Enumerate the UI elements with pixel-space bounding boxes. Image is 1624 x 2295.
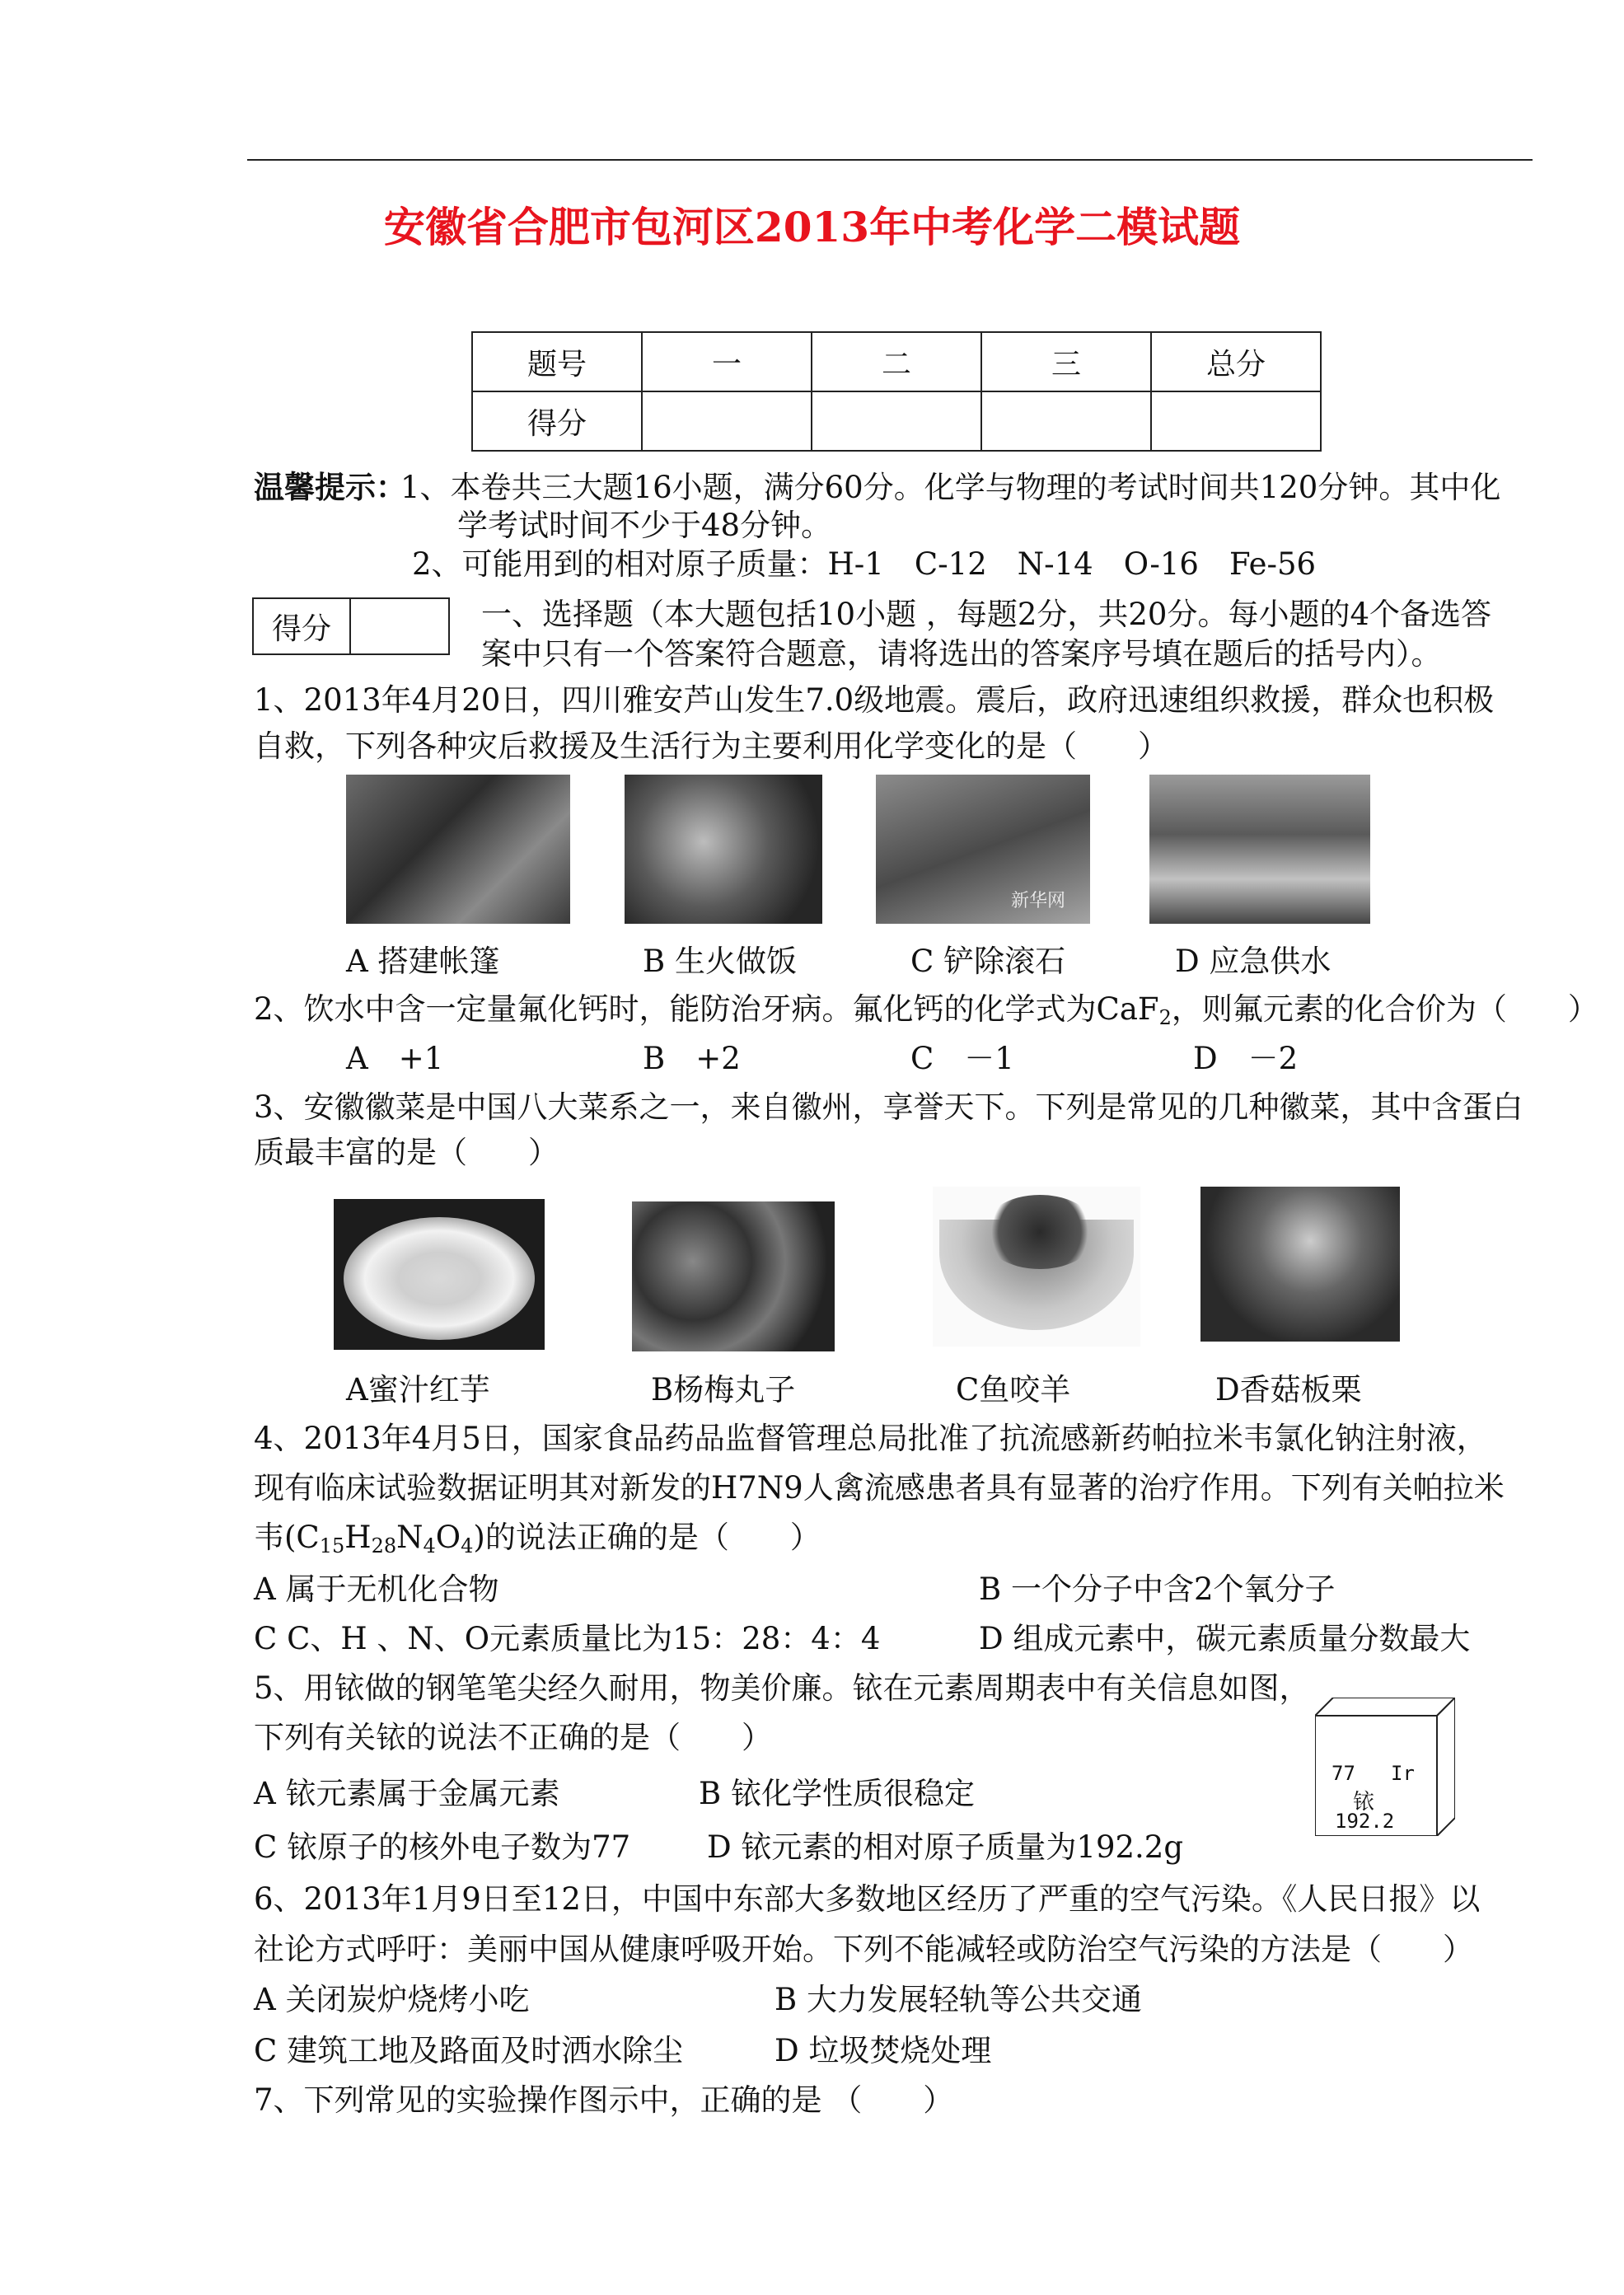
q5-option-a: A 铱元素属于金属元素 — [254, 1776, 560, 1811]
q5-option-c: C 铱原子的核外电子数为77 — [254, 1829, 631, 1865]
q6-option-b: B 大力发展轻轨等公共交通 — [775, 1982, 1142, 2017]
q1-photo-cooking — [625, 775, 822, 924]
score-table-score-row — [472, 391, 1321, 451]
q3-line-2: 质最丰富的是（ ） — [254, 1135, 559, 1170]
q1-option-b: B 生火做饭 — [643, 944, 797, 979]
score-table-header-row — [472, 332, 1321, 391]
q2-option-b: B +2 — [643, 1041, 741, 1076]
tips-line-1: 1、本卷共三大题16小题，满分60分。化学与物理的考试时间共120分钟。其中化 — [400, 470, 1501, 505]
score-header-cell: 三 — [981, 332, 1151, 391]
q3-photo-fish-lamb — [933, 1187, 1140, 1347]
score-header-cell: 题号 — [472, 332, 642, 391]
score-cell — [981, 391, 1151, 451]
q5-line-2: 下列有关铱的说法不正确的是（ ） — [254, 1720, 772, 1755]
q1-option-d: D 应急供水 — [1175, 944, 1331, 979]
score-cell — [1151, 391, 1321, 451]
top-rule — [247, 159, 1533, 161]
q5-element-symbol: Ir — [1391, 1762, 1415, 1785]
section1-heading-2: 案中只有一个答案符合题意，请将选出的答案序号填在题后的括号内）。 — [481, 636, 1442, 672]
q3-photo-chestnut — [1200, 1187, 1400, 1342]
q2-line — [254, 991, 1598, 1029]
q3-photo-meatballs — [632, 1201, 835, 1351]
q1-option-a: A 搭建帐篷 — [346, 944, 500, 979]
q6-option-a: A 关闭炭炉烧烤小吃 — [254, 1982, 530, 2017]
section1-score-box — [252, 597, 450, 655]
q1-photo-tent — [346, 775, 570, 924]
score-row-label: 得分 — [472, 391, 642, 451]
q4-option-c: C C、H 、N、O元素质量比为15：28：4：4 — [254, 1621, 881, 1656]
q4-option-b: B 一个分子中含2个氧分子 — [979, 1571, 1336, 1607]
q5-element-number: 77 — [1331, 1762, 1355, 1785]
q2-option-a: A +1 — [346, 1041, 444, 1076]
q4-option-d: D 组成元素中，碳元素质量分数最大 — [979, 1621, 1471, 1656]
q3-option-b: B杨梅丸子 — [651, 1372, 796, 1407]
q1-photo-water — [1149, 775, 1370, 924]
q6-line-2: 社论方式呼吁：美丽中国从健康呼吸开始。下列不能减轻或防治空气污染的方法是（ ） — [254, 1932, 1473, 1967]
q2-text-a: 2、饮水中含一定量氟化钙时，能防治牙病。氟化钙的化学式为CaF — [254, 991, 1159, 1027]
q1-photo-excavator — [876, 775, 1090, 924]
q1-photo-caption: 新华网 — [1010, 891, 1065, 911]
section1-heading-1: 一、选择题（本大题包括10小题 ，每题2分，共20分。每小题的4个备选答 — [481, 597, 1492, 632]
q6-line-1: 6、2013年1月9日至12日，中国中东部大多数地区经历了严重的空气污染。《人民日报》以 — [254, 1881, 1481, 1917]
q2-option-c: C －1 — [910, 1041, 1014, 1076]
section1-score-label: 得分 — [253, 598, 350, 654]
q4-line-1: 4、2013年4月5日，国家食品药品监督管理总局批准了抗流感新药帕拉米韦氯化钠注射液， — [254, 1421, 1487, 1456]
page-title: 安徽省合肥市包河区2013年中考化学二模试题 — [383, 203, 1241, 251]
score-cell — [642, 391, 812, 451]
q5-element-name: 铱 — [1353, 1790, 1375, 1815]
q6-option-c: C 建筑工地及路面及时洒水除尘 — [254, 2033, 684, 2068]
q3-line-1: 3、安徽徽菜是中国八大菜系之一，来自徽州，享誉天下。下列是常见的几种徽菜，其中含蛋白 — [254, 1089, 1523, 1125]
score-header-cell: 一 — [642, 332, 812, 391]
q4-line-3: 韦$(C_{15}H_{28}N_4O_4)$的说法正确的是（ ） — [254, 1520, 821, 1557]
q5-line-1: 5、用铱做的钢笔笔尖经久耐用，物美价廉。铱在元素周期表中有关信息如图， — [254, 1670, 1310, 1706]
tips-line-2: 2、可能用到的相对原子质量：H-1 C-12 N-14 O-16 Fe-56 — [412, 546, 1317, 582]
score-header-cell: 二 — [812, 332, 981, 391]
q5-element-mass: 192.2 — [1335, 1810, 1395, 1833]
section1-score-cell — [350, 598, 449, 654]
q3-photo-sweet-potato — [334, 1199, 545, 1350]
tips-label: 温馨提示： — [254, 469, 406, 505]
q7-line-1: 7、下列常见的实验操作图示中，正确的是 （ ） — [254, 2082, 954, 2118]
q2-option-d: D －2 — [1193, 1041, 1299, 1076]
q3-option-d: D香菇板栗 — [1215, 1372, 1362, 1407]
q5-option-d: D 铱元素的相对原子质量为192.2g — [707, 1829, 1184, 1865]
score-header-cell: 总分 — [1151, 332, 1321, 391]
q5-option-b: B 铱化学性质很稳定 — [699, 1776, 975, 1811]
score-table — [471, 331, 1322, 452]
q2-subscript: 2 — [1158, 1006, 1172, 1029]
q4-option-a: A 属于无机化合物 — [254, 1571, 499, 1607]
q3-option-a: A蜜汁红芋 — [346, 1372, 490, 1407]
q4-line-2: 现有临床试验数据证明其对新发的H7N9人禽流感患者具有显著的治疗作用。下列有关帕拉米 — [254, 1470, 1505, 1506]
q1-line-1: 1、2013年4月20日，四川雅安芦山发生7.0级地震。震后，政府迅速组织救援，群众也积极 — [254, 682, 1495, 718]
q2-text-b: ，则氟元素的化合价为（ ） — [1171, 991, 1598, 1027]
q1-option-c: C 铲除滚石 — [910, 944, 1066, 979]
q6-option-d: D 垃圾焚烧处理 — [775, 2033, 992, 2068]
score-cell — [812, 391, 981, 451]
q1-line-2: 自救，下列各种灾后救援及生活行为主要利用化学变化的是（ ） — [254, 728, 1168, 764]
tips-line-1b: 学考试时间不少于48分钟。 — [457, 508, 832, 543]
q3-option-c: C鱼咬羊 — [956, 1372, 1071, 1407]
